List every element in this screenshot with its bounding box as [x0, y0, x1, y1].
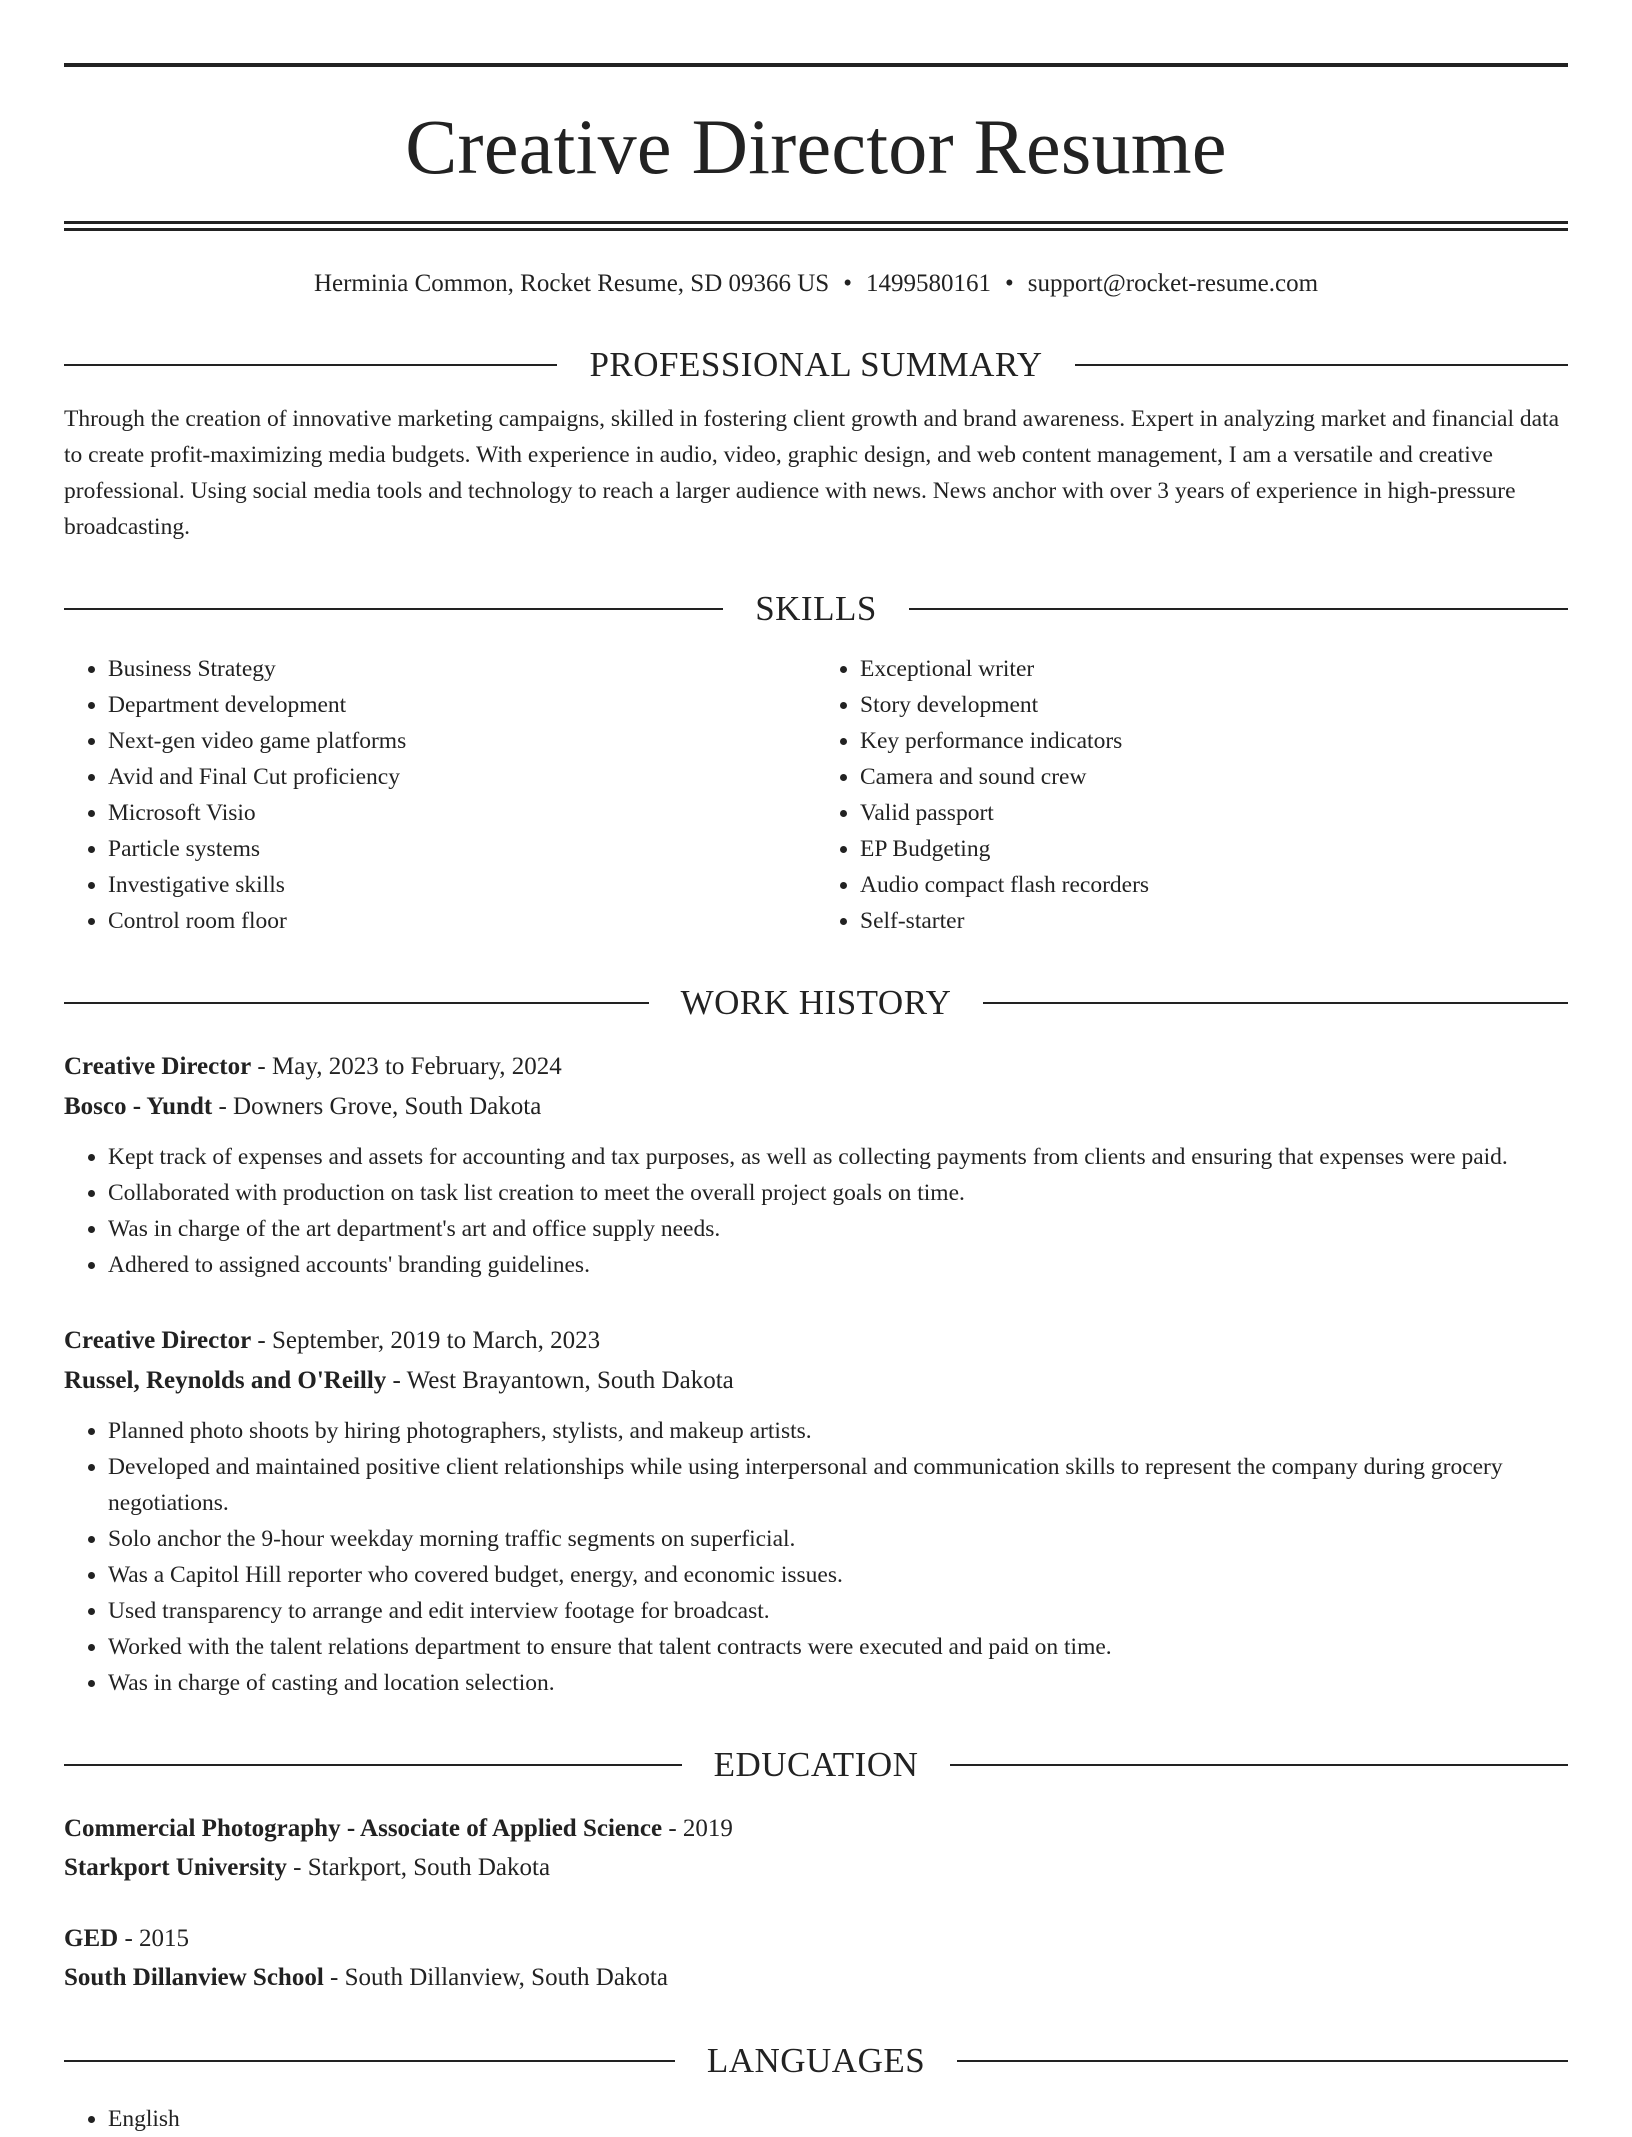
heading-rule — [950, 1764, 1568, 1766]
contact-line — [64, 267, 1568, 301]
heading-rule — [64, 1002, 649, 1004]
job-company-line — [64, 1087, 1568, 1127]
job-bullet: • Developed and maintained positive client relationships while using interpersonal and communication skills to represent the company during grocery negotiations. — [108, 1449, 1568, 1521]
contact-email: support@rocket-resume.com — [1027, 270, 1319, 297]
job-bullet: • Was in charge of the art department's art and office supply needs. — [108, 1211, 1568, 1247]
education-degree-line — [64, 1809, 1568, 1848]
education-school-line — [64, 1848, 1568, 1887]
skills-columns — [64, 651, 1568, 939]
education-school-line — [64, 1958, 1568, 1997]
skill-item: • Story development — [860, 687, 1568, 723]
job-bullets — [64, 1139, 1568, 1283]
language-item: • English — [108, 2101, 1568, 2137]
resume-page — [64, 0, 1568, 2137]
job-bullet: • Kept track of expenses and assets for accounting and tax purposes, as well as collecting payments from clients and ensuring that expenses were paid. — [108, 1139, 1568, 1175]
skill-item: • Audio compact flash recorders — [860, 867, 1568, 903]
education-degree: GED — [64, 1925, 119, 1952]
title-double-rule — [64, 221, 1568, 231]
job-company: Bosco - Yundt — [64, 1093, 213, 1120]
job-entry — [64, 1047, 1568, 1283]
job-company-line — [64, 1361, 1568, 1401]
job-location: - West Brayantown, South Dakota — [386, 1367, 734, 1394]
skill-item: • Avid and Final Cut proficiency — [108, 759, 816, 795]
job-title: Creative Director — [64, 1327, 252, 1354]
summary-text: Through the creation of innovative marketing campaigns, skilled in fostering client growth and brand awareness. Expert in analyzing market and financial data to create profit-maximizing media budgets. With experience in audio, video, graphic design, and web content management, I am a versatile and creative professional. Using social media tools and technology to reach a larger audience with news. News anchor with over 3 years of experience in high-pressure broadcasting. — [64, 406, 1560, 540]
skill-item: • Business Strategy — [108, 651, 816, 687]
job-bullet: • Solo anchor the 9-hour weekday morning traffic segments on superficial. — [108, 1521, 1568, 1557]
section-heading-summary — [64, 343, 1568, 387]
job-location: - Downers Grove, South Dakota — [212, 1093, 542, 1120]
job-bullet: • Was a Capitol Hill reporter who covered budget, energy, and economic issues. — [108, 1557, 1568, 1593]
job-dates: - May, 2023 to February, 2024 — [251, 1053, 562, 1080]
skill-item: • Key performance indicators — [860, 723, 1568, 759]
job-company: Russel, Reynolds and O'Reilly — [64, 1367, 387, 1394]
section-title: WORK HISTORY — [680, 983, 952, 1022]
education-degree: Commercial Photography - Associate of Applied Science — [64, 1815, 663, 1842]
education-school: Starkport University — [64, 1854, 287, 1881]
education-entry — [64, 1919, 1568, 1997]
section-heading-skills — [64, 587, 1568, 631]
education-year: - 2015 — [118, 1925, 190, 1952]
heading-rule — [983, 1002, 1568, 1004]
heading-rule — [1075, 364, 1568, 366]
contact-separator: • — [843, 270, 852, 297]
contact-address: Herminia Common, Rocket Resume, SD 09366 US — [313, 270, 830, 297]
skill-item: • Microsoft Visio — [108, 795, 816, 831]
skill-item: • Particle systems — [108, 831, 816, 867]
job-bullet: • Adhered to assigned accounts' branding guidelines. — [108, 1247, 1568, 1283]
contact-phone: 1499580161 — [865, 270, 991, 297]
heading-rule — [909, 608, 1568, 610]
job-title: Creative Director — [64, 1053, 252, 1080]
education-location: - South Dillanview, South Dakota — [323, 1964, 668, 1991]
heading-rule — [64, 1764, 682, 1766]
skill-item: • Control room floor — [108, 903, 816, 939]
section-title: PROFESSIONAL SUMMARY — [589, 345, 1043, 384]
skill-item: • Self-starter — [860, 903, 1568, 939]
job-entry — [64, 1321, 1568, 1701]
job-bullet: • Was in charge of casting and location selection. — [108, 1665, 1568, 1701]
languages-list — [64, 2101, 1568, 2137]
skill-item: • Department development — [108, 687, 816, 723]
skill-item: • Exceptional writer — [860, 651, 1568, 687]
skill-item: • Next-gen video game platforms — [108, 723, 816, 759]
heading-rule — [64, 2060, 675, 2062]
contact-separator: • — [1004, 270, 1014, 297]
education-location: - Starkport, South Dakota — [286, 1854, 551, 1881]
job-title-line — [64, 1047, 1568, 1087]
job-bullet: • Used transparency to arrange and edit interview footage for broadcast. — [108, 1593, 1568, 1629]
heading-rule — [64, 608, 723, 610]
job-dates: - September, 2019 to March, 2023 — [251, 1327, 601, 1354]
education-school: South Dillanview School — [64, 1964, 324, 1991]
skills-list-right — [816, 651, 1568, 939]
skill-item: • Investigative skills — [108, 867, 816, 903]
job-bullet: • Planned photo shoots by hiring photographers, stylists, and makeup artists. — [108, 1413, 1568, 1449]
section-heading-languages — [64, 2039, 1568, 2083]
skill-item: • Camera and sound crew — [860, 759, 1568, 795]
skill-item: • Valid passport — [860, 795, 1568, 831]
section-title: EDUCATION — [713, 1745, 919, 1784]
job-title-line — [64, 1321, 1568, 1361]
skill-item: • EP Budgeting — [860, 831, 1568, 867]
job-bullets — [64, 1413, 1568, 1701]
section-title: SKILLS — [755, 589, 877, 628]
skills-list-left — [64, 651, 816, 939]
section-heading-work-history — [64, 981, 1568, 1025]
section-title: LANGUAGES — [706, 2041, 926, 2080]
education-entry — [64, 1809, 1568, 1887]
education-year: - 2019 — [662, 1815, 733, 1842]
heading-rule — [957, 2060, 1568, 2062]
resume-title: Creative Director Resume — [405, 103, 1227, 190]
section-heading-education — [64, 1743, 1568, 1787]
job-bullet: • Collaborated with production on task list creation to meet the overall project goals on time. — [108, 1175, 1568, 1211]
job-bullet: • Worked with the talent relations department to ensure that talent contracts were executed and paid on time. — [108, 1629, 1568, 1665]
heading-rule — [64, 364, 557, 366]
top-rule — [64, 63, 1568, 67]
education-degree-line — [64, 1919, 1568, 1958]
